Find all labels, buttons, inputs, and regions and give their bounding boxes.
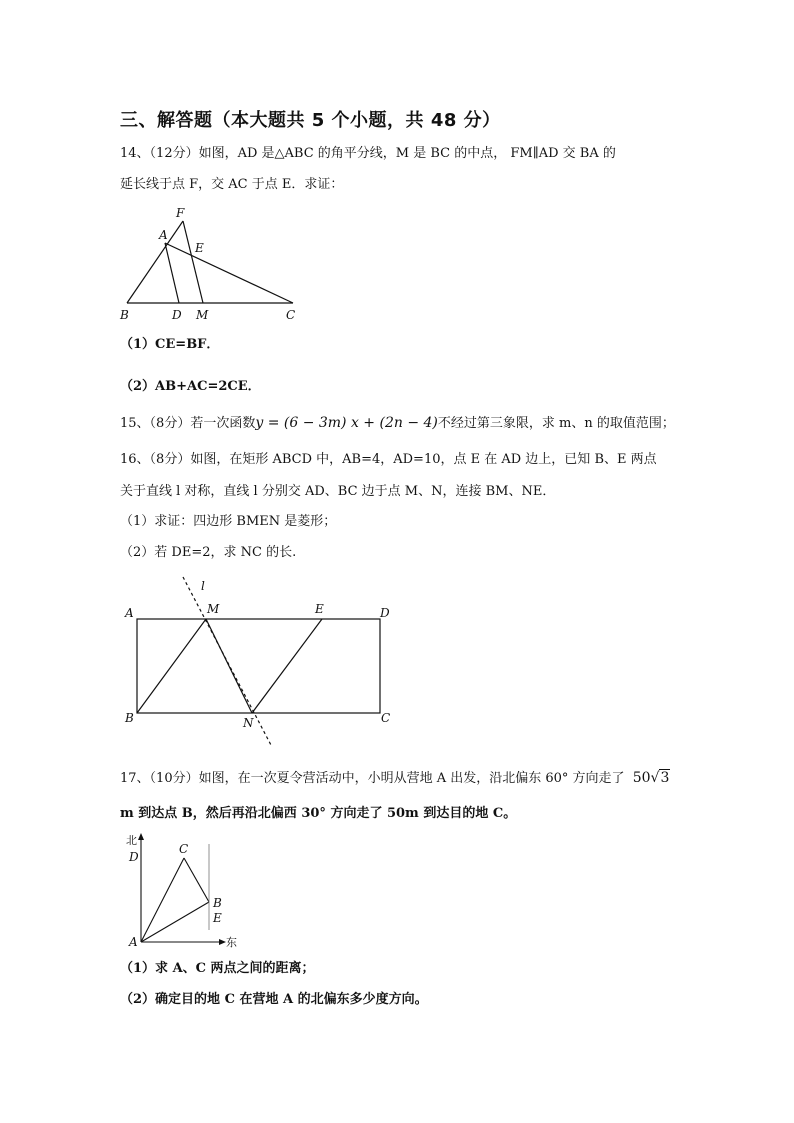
segment-bf [127,221,183,303]
label-n: N [243,716,254,730]
section-title: 三、解答题（本大题共 5 个小题，共 48 分） [120,110,501,131]
label-f: F [176,206,185,220]
label-b: B [125,711,134,725]
segment-ne [252,619,322,713]
q16-rectangle-figure [115,575,405,755]
label-c: C [179,842,189,856]
q16-line2: 关于直线 l 对称，直线 l 分别交 AD、BC 边于点 M、N，连接 BM、NE． [120,484,556,499]
sqrt-coefficient: 50 [632,770,651,786]
label-e: E [195,241,204,255]
label-d: D [380,606,390,620]
q17-line1 [120,770,670,787]
q14-line1: 14、（12分）如图，AD 是△ABC 的角平分线，M 是 BC 的中点， FM∥AD 交 BA 的 [120,146,616,161]
label-l: l [201,579,205,593]
segment-ad [165,243,179,303]
segment-ac [165,243,293,303]
label-d: D [172,308,182,322]
q14-part1: （1）CE=BF． [120,337,220,352]
q15-formula: y = (6 − 3m) x + (2n − 4) [255,415,438,431]
q14-triangle-figure [110,200,330,325]
segment-fm [183,221,203,303]
q16-part1: （1）求证：四边形 BMEN 是菱形； [120,514,337,529]
q16-part2: （2）若 DE=2，求 NC 的长. [120,545,297,560]
q17-part2: （2）确定目的地 C 在营地 A 的北偏东多少度方向。 [120,992,428,1007]
label-north: 北 [126,834,137,847]
label-b: B [120,308,129,322]
segment-bc [184,858,209,902]
q15-suffix: 不经过第三象限，求 m、n 的取值范围； [437,416,675,431]
q17-line2: m 到达点 B，然后再沿北偏西 30° 方向走了 50m 到达目的地 C。 [120,806,517,821]
label-e: E [315,602,324,616]
q16-line1: 16、（8分）如图，在矩形 ABCD 中，AB=4，AD=10，点 E 在 AD 边上，已知 B、E 两点 [120,452,657,467]
label-a: A [125,606,134,620]
q15-line [120,415,675,432]
label-c: C [286,308,296,322]
segment-mn [206,619,252,713]
q17-part1: （1）求 A、C 两点之间的距离； [120,961,315,976]
north-arrow-icon [138,833,144,840]
q17-direction-figure [118,830,248,955]
rectangle-abcd [137,619,380,713]
east-arrow-icon [219,939,226,945]
q14-part2: （2）AB+AC=2CE． [120,379,261,394]
q17-line1-text: 17、（10分）如图，在一次夏令营活动中，小明从营地 A 出发，沿北偏东 60° 方向走了 [120,771,625,786]
label-d: D [129,850,139,864]
label-a: A [159,228,168,242]
sqrt-radicand: 3 [660,770,670,786]
q15-prefix: 15、（8分）若一次函数 [120,416,256,431]
label-m: M [196,308,209,322]
label-a: A [129,935,138,949]
q17-sqrt-expression: 50√3 [632,770,670,786]
q14-line2: 延长线于点 F，交 AC 于点 E．求证： [120,177,344,192]
label-b: B [213,896,222,910]
label-m: M [207,602,220,616]
label-e: E [213,911,222,925]
label-c: C [381,711,391,725]
segment-bm [137,619,206,713]
label-east: 东 [226,936,237,949]
